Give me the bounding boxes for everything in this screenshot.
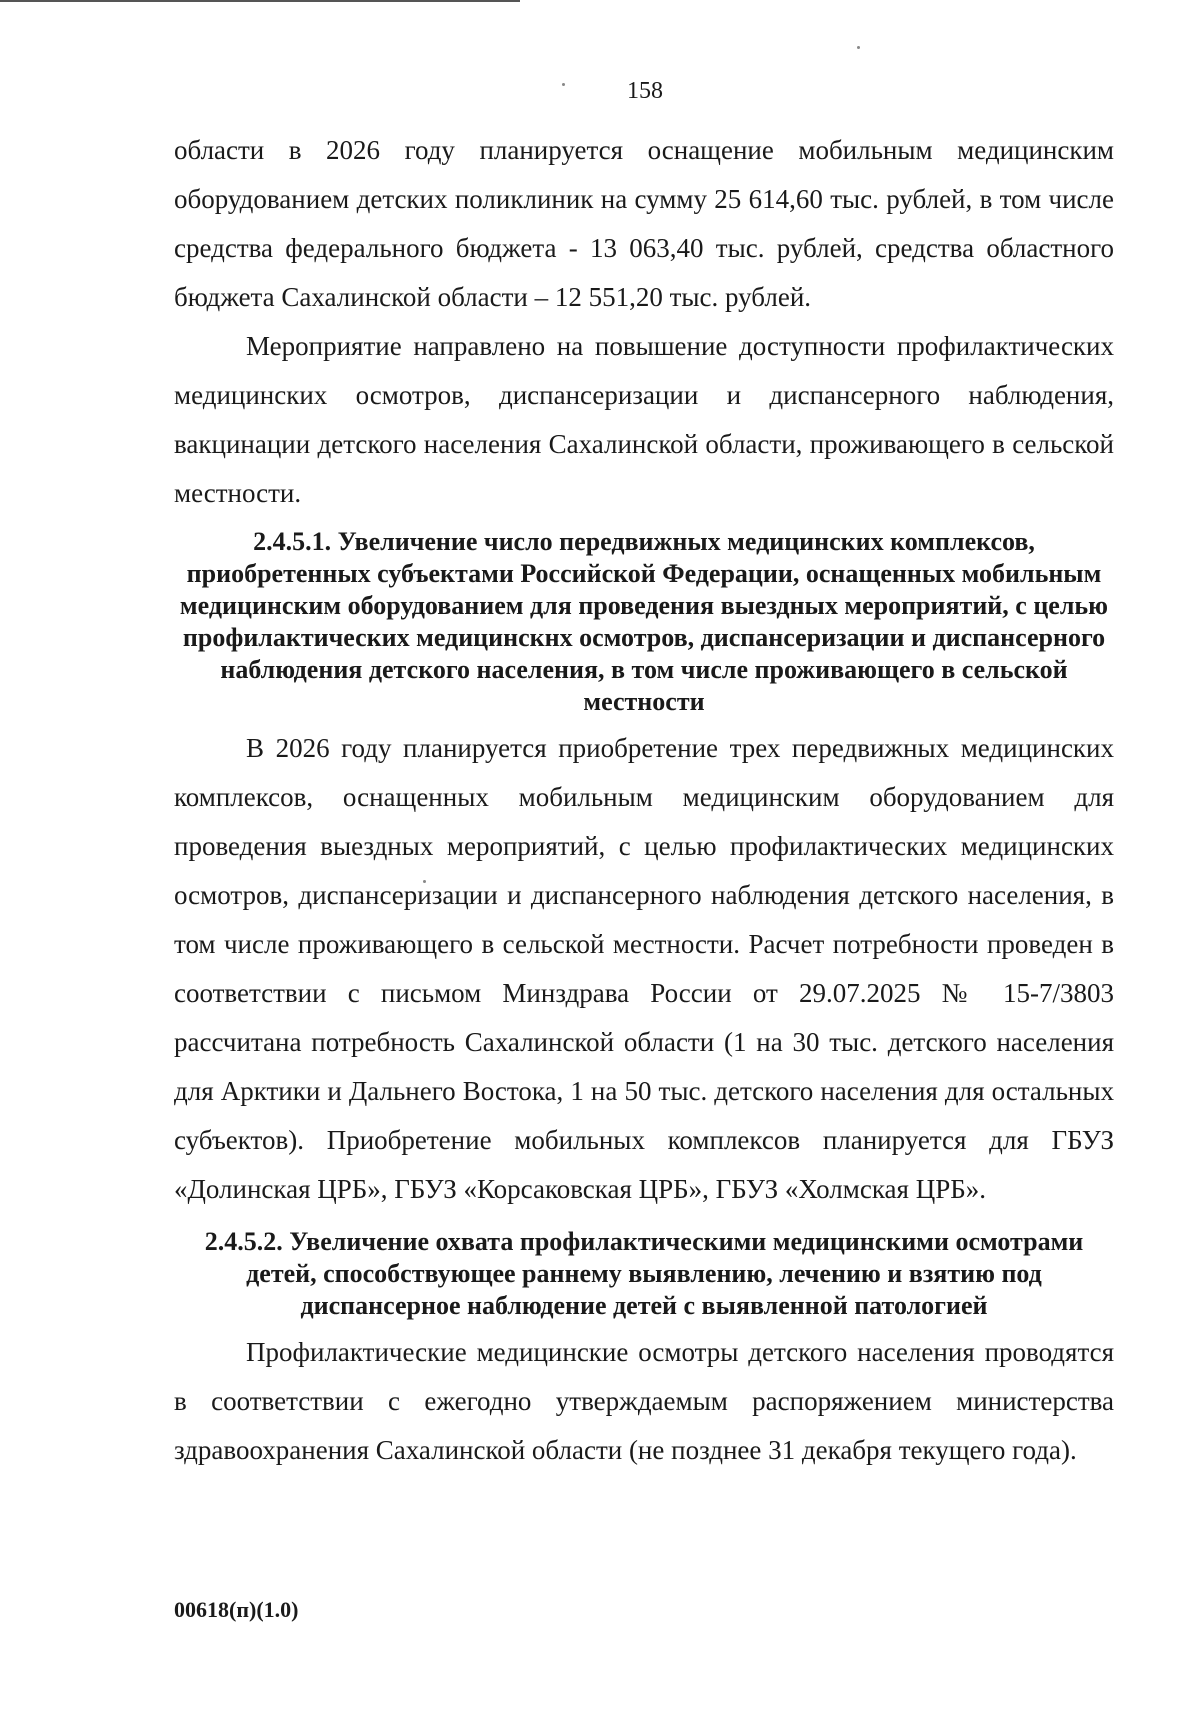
document-code: 00618(п)(1.0)	[174, 1597, 299, 1622]
top-rule	[0, 0, 520, 2]
section-heading-2-4-5-2: 2.4.5.2. Увеличение охвата профилактическими медицинскими осмотрами детей, способствующее раннему выявлению, лечению и взятию под диспансерное наблюдение детей с выявленной патологией	[204, 1227, 1084, 1320]
document-body	[174, 126, 1114, 1475]
section-2-paragraph: Профилактические медицинские осмотры детского населения проводятся в соответствии с ежегодно утверждаемым распоряжением министерства здравоохранения Сахалинской области (не позднее 31 декабря текущего года).	[174, 1337, 1114, 1465]
section-1-paragraph: В 2026 году планируется приобретение трех передвижных медицинских комплексов, оснащенных мобильным медицинским оборудованием для проведения выездных мероприятий, с целью профилактических медицинских осмотров, диспансеризации и диспансерного наблюдения детского населения, в том числе проживающего в сельской местности. Расчет потребности проведен в соответствии с письмом Минздрава России от 29.07.2025 № 15-7/3803 рассчитана потребность Сахалинской области (1 на 30 тыс. детского населения для Арктики и Дальнего Востока, 1 на 50 тыс. детского населения для остальных субъектов). Приобретение мобильных комплексов планируется для ГБУЗ «Долинская ЦРБ», ГБУЗ «Корсаковская ЦРБ», ГБУЗ «Холмская ЦРБ».	[174, 733, 1114, 1204]
intro-paragraph-2: Мероприятие направлено на повышение доступности профилактических медицинских осмотров, диспансеризации и диспансерного наблюдения, вакцинации детского населения Сахалинской области, проживающего в сельской местности.	[174, 331, 1114, 508]
scan-speck	[857, 46, 860, 49]
intro-paragraph-1: области в 2026 году планируется оснащение мобильным медицинским оборудованием детских поликлиник на сумму 25 614,60 тыс. рублей, в том числе средства федерального бюджета - 13 063,40 тыс. рублей, средства областного бюджета Сахалинской области – 12 551,20 тыс. рублей.	[174, 135, 1114, 312]
page-number: 158	[627, 78, 663, 104]
section-heading-2-4-5-1: 2.4.5.1. Увеличение число передвижных медицинских комплексов, приобретенных субъектами Российской Федерации, оснащенных мобильным медицинским оборудованием для проведения выездных мероприятий, с целью профилактических медицинскнх осмотров, диспансеризации и диспансерного наблюдения детского населения, в том числе проживающего в сельской местности	[179, 527, 1109, 716]
